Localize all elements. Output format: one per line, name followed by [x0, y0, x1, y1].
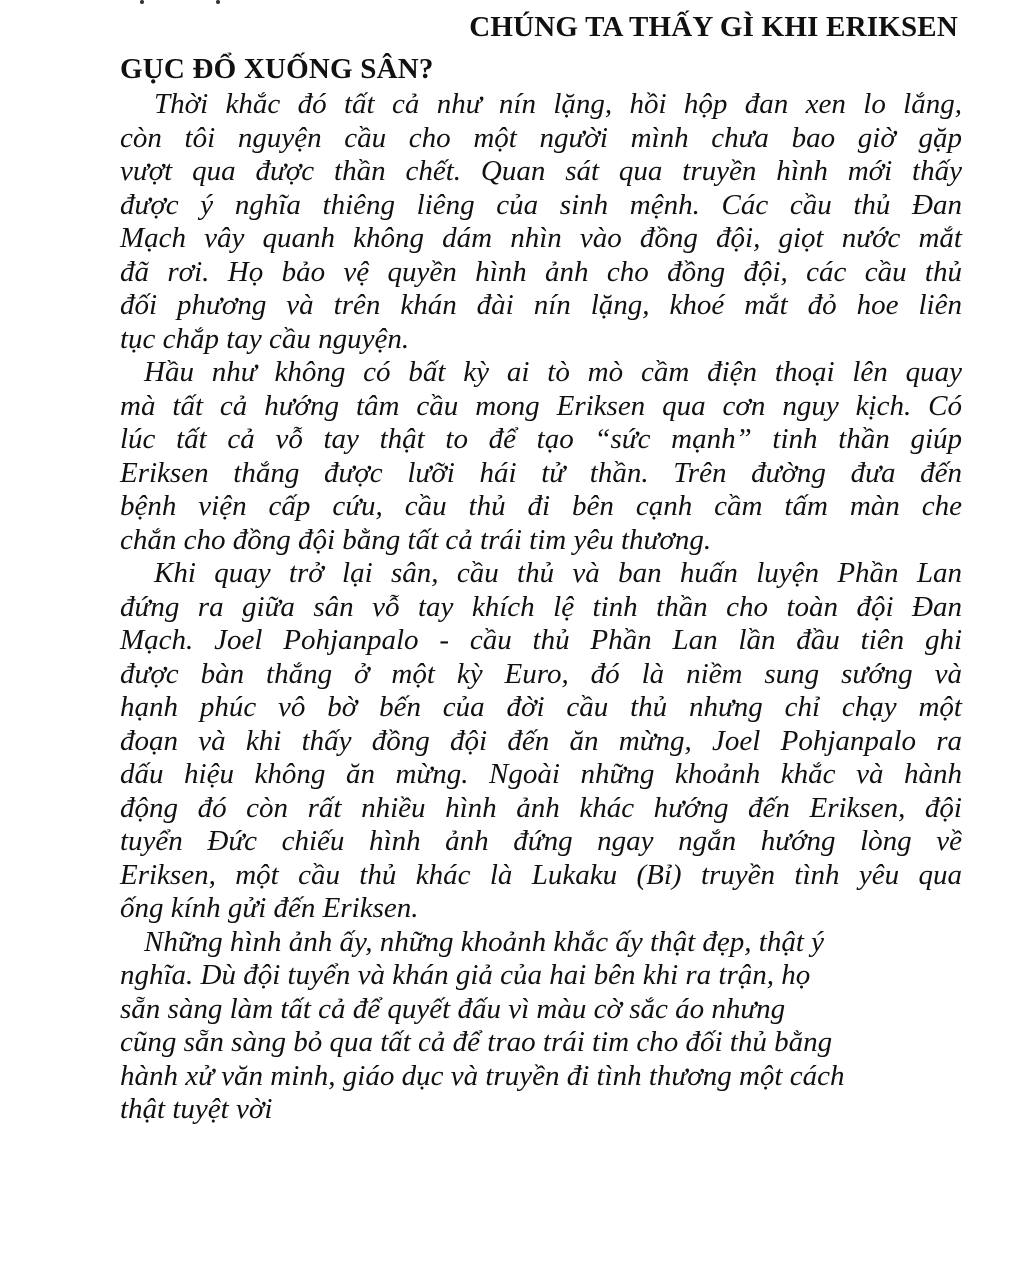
text-line: Eriksen thắng được lưỡi hái tử thần. Trên đường đưa đến — [120, 456, 962, 489]
text-line: ống kính gửi đến Eriksen. — [120, 892, 419, 924]
text-line: Mạch vây quanh không dám nhìn vào đồng đội, giọt nước mắt — [120, 222, 962, 254]
text-line: Eriksen, một cầu thủ khác là Lukaku (Bỉ) truyền tình yêu qua — [120, 858, 962, 891]
article-title — [120, 6, 962, 90]
text-line: hành xử văn minh, giáo dục và truyền đi tình thương một cách — [120, 1059, 845, 1092]
paragraph-3 — [120, 557, 962, 926]
text-line: sẵn sàng làm tất cả để quyết đấu vì màu cờ sắc áo nhưng — [120, 992, 786, 1025]
paragraph-2 — [120, 356, 962, 557]
paragraph-1 — [120, 88, 962, 356]
text-line: vượt qua được thần chết. Quan sát qua truyền hình mới thấy — [120, 155, 962, 187]
text-line: được bàn thắng ở một kỳ Euro, đó là niềm sung sướng và — [120, 657, 962, 690]
article-body — [120, 88, 962, 1127]
title-line-1: CHÚNG TA THẤY GÌ KHI ERIKSEN — [469, 11, 958, 43]
text-line: được ý nghĩa thiêng liêng của sinh mệnh. Các cầu thủ Đan — [120, 188, 962, 221]
text-line: đối phương và trên khán đài nín lặng, khoé mắt đỏ hoe liên — [120, 289, 962, 321]
scan-speck — [216, 0, 220, 4]
text-line: thật tuyệt vời — [120, 1093, 273, 1125]
text-line: cũng sẵn sàng bỏ qua tất cả để trao trái tim cho đối thủ bằng — [120, 1026, 833, 1058]
text-line: đứng ra giữa sân vỗ tay khích lệ tinh thần cho toàn đội Đan — [120, 590, 962, 623]
paragraph-4 — [120, 926, 962, 1127]
text-line: mà tất cả hướng tâm cầu mong Eriksen qua cơn nguy kịch. Có — [120, 389, 962, 422]
text-line: Hầu như không có bất kỳ ai tò mò cầm điện thoại lên quay — [144, 356, 962, 388]
text-line: Thời khắc đó tất cả như nín lặng, hồi hộp đan xen lo lắng, — [154, 88, 962, 120]
text-line: dấu hiệu không ăn mừng. Ngoài những khoảnh khắc và hành — [120, 758, 962, 790]
text-line: động đó còn rất nhiều hình ảnh khác hướng đến Eriksen, đội — [120, 791, 962, 824]
text-line: Mạch. Joel Pohjanpalo - cầu thủ Phần Lan lần đầu tiên ghi — [120, 624, 962, 656]
text-line: đã rơi. Họ bảo vệ quyền hình ảnh cho đồng đội, các cầu thủ — [120, 255, 962, 288]
text-line: đoạn và khi thấy đồng đội đến ăn mừng, Joel Pohjanpalo ra — [120, 724, 962, 757]
text-line: lúc tất cả vỗ tay thật to để tạo “sức mạnh” tinh thần giúp — [120, 423, 962, 455]
title-line-2: GỤC ĐỔ XUỐNG SÂN? — [120, 53, 434, 85]
text-line: hạnh phúc vô bờ bến của đời cầu thủ nhưng chỉ chạy một — [120, 691, 962, 723]
text-line: Khi quay trở lại sân, cầu thủ và ban huấn luyện Phần Lan — [154, 557, 962, 589]
scan-speck — [140, 0, 144, 4]
text-line: nghĩa. Dù đội tuyển và khán giả của hai bên khi ra trận, họ — [120, 959, 811, 991]
text-line: chắn cho đồng đội bằng tất cả trái tim yêu thương. — [120, 523, 712, 556]
text-line: tuyển Đức chiếu hình ảnh đứng ngay ngắn hướng lòng về — [120, 825, 962, 857]
text-line: tục chắp tay cầu nguyện. — [120, 322, 410, 355]
text-line: bệnh viện cấp cứu, cầu thủ đi bên cạnh cầm tấm màn che — [120, 490, 962, 522]
text-line: còn tôi nguyện cầu cho một người mình chưa bao giờ gặp — [120, 121, 962, 154]
text-line: Những hình ảnh ấy, những khoảnh khắc ấy thật đẹp, thật ý — [144, 925, 825, 958]
